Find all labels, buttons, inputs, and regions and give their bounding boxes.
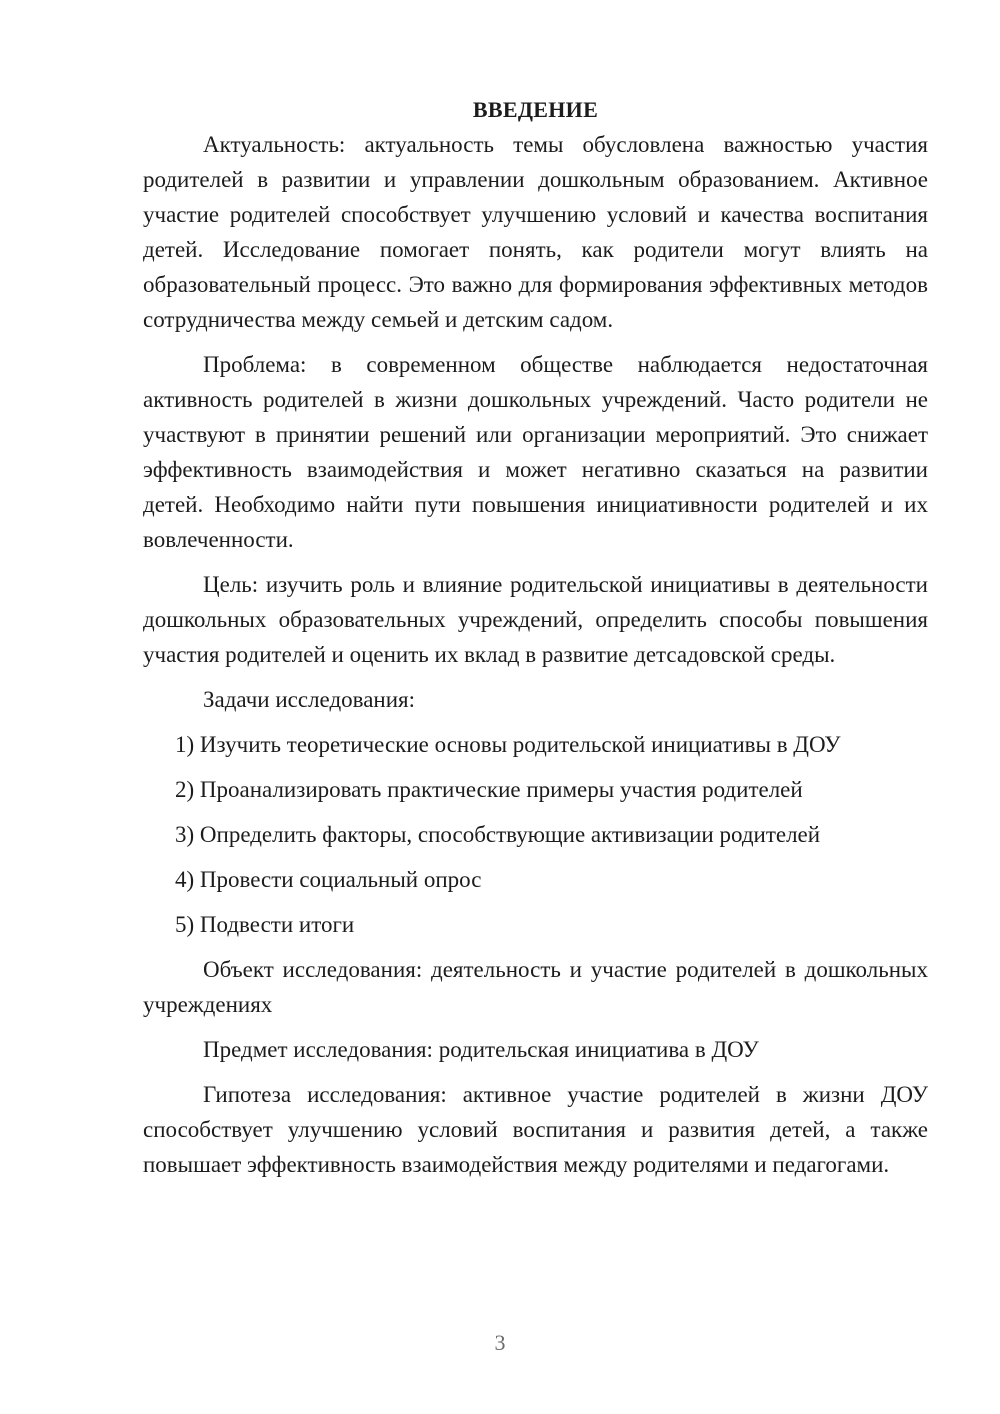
task-item: 5) Подвести итоги [175, 912, 355, 937]
object-paragraph: Объект исследования: деятельность и участие родителей в дошкольных учреждениях [143, 957, 928, 1017]
task-item: 4) Провести социальный опрос [175, 867, 482, 892]
task-item: 3) Определить факторы, способствующие активизации родителей [175, 822, 821, 847]
task-item: 1) Изучить теоретические основы родительской инициативы в ДОУ [175, 732, 841, 757]
document-body [143, 92, 928, 1182]
subject-paragraph: Предмет исследования: родительская инициатива в ДОУ [203, 1037, 759, 1062]
goal-paragraph: Цель: изучить роль и влияние родительской инициативы в деятельности дошкольных образовательных учреждений, определить способы повышения участия родителей и оценить их вклад в развитие детсадовской среды. [143, 572, 928, 667]
task-item: 2) Проанализировать практические примеры участия родителей [175, 777, 803, 802]
hypothesis-paragraph: Гипотеза исследования: активное участие родителей в жизни ДОУ способствует улучшению условий воспитания и развития детей, а также повышает эффективность взаимодействия между родителями и педагогами. [143, 1082, 928, 1177]
tasks-list [143, 727, 928, 942]
tasks-heading: Задачи исследования: [203, 687, 416, 712]
page-number: 3 [494, 1330, 506, 1355]
relevance-paragraph: Актуальность: актуальность темы обусловлена важностью участия родителей в развитии и управлении дошкольным образованием. Активное участие родителей способствует улучшению условий и качества воспитания детей. Исследование помогает понять, как родители могут влиять на образовательный процесс. Это важно для формирования эффективных методов сотрудничества между семьей и детским садом. [143, 132, 928, 332]
problem-paragraph: Проблема: в современном обществе наблюдается недостаточная активность родителей в жизни дошкольных учреждений. Часто родители не участвуют в принятии решений или организации мероприятий. Это снижает эффективность взаимодействия и может негативно сказаться на развитии детей. Необходимо найти пути повышения инициативности родителей и их вовлеченности. [143, 352, 928, 552]
section-title: ВВЕДЕНИЕ [472, 97, 599, 122]
